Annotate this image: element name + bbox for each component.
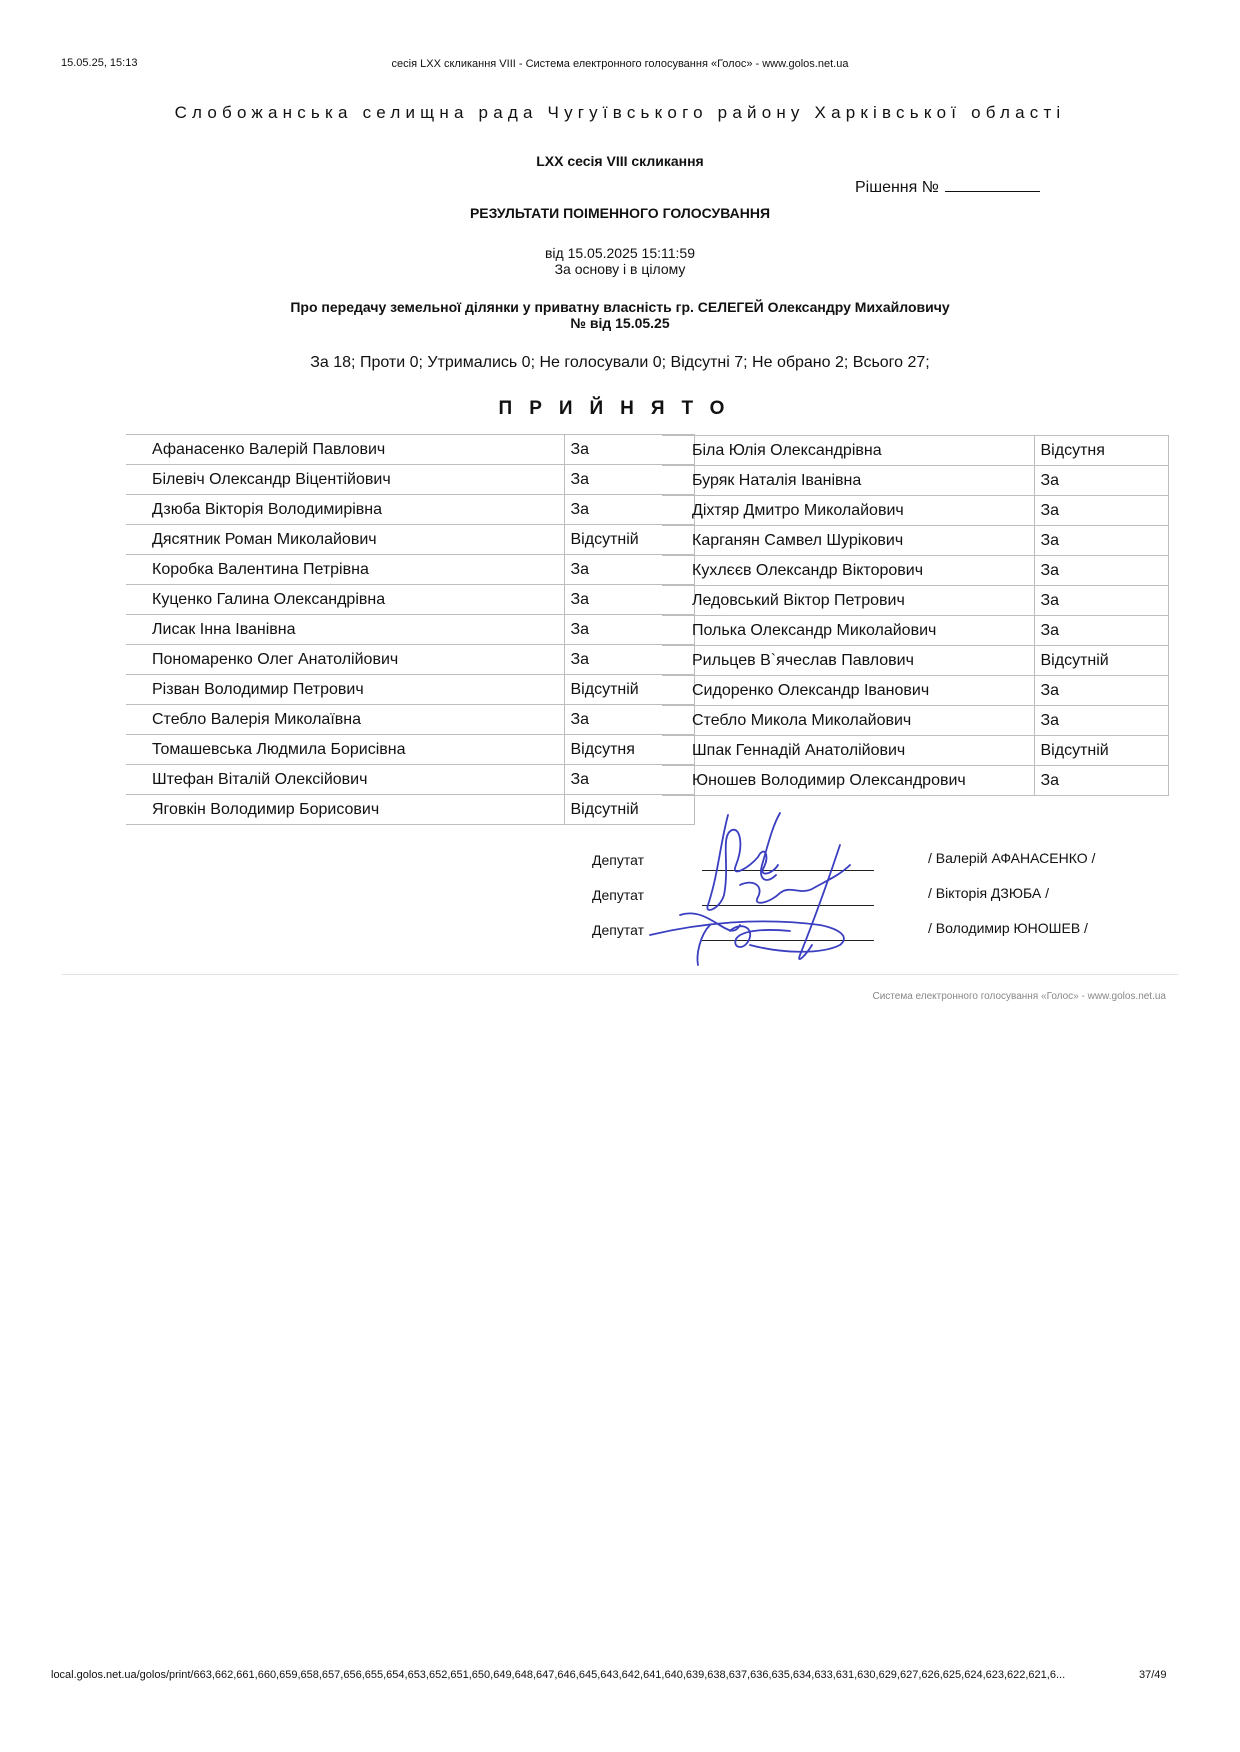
decision-number [855, 177, 1040, 197]
signatory-role: Депутат [592, 922, 644, 938]
vote-row [126, 465, 694, 495]
vote-row [126, 615, 694, 645]
deputy-name: Штефан Віталій Олексійович [126, 765, 564, 795]
deputy-name: Шпак Геннадій Анатолійович [662, 736, 1034, 766]
deputy-name: Юношев Володимир Олександрович [662, 766, 1034, 796]
vote-value: За [1034, 586, 1168, 616]
vote-value: За [564, 555, 694, 585]
print-url: local.golos.net.ua/golos/print/663,662,661,660,659,658,657,656,655,654,653,652,651,650,649,648,647,646,645,643,642,641,640,639,638,637,636,635,634,633,631,630,629,627,626,625,624,623,622,621,6... [51, 1669, 1066, 1681]
vote-row [126, 735, 694, 765]
results-title: РЕЗУЛЬТАТИ ПОІМЕННОГО ГОЛОСУВАННЯ [469, 205, 771, 221]
vote-value: За [564, 585, 694, 615]
vote-row [662, 736, 1168, 766]
deputy-name: Афанасенко Валерій Павлович [126, 435, 564, 465]
vote-row [126, 495, 694, 525]
vote-value: Відсутній [1034, 736, 1168, 766]
signatory-name: / Вікторія ДЗЮБА / [928, 885, 1049, 901]
vote-row [662, 766, 1168, 796]
decision-label: Рішення № [855, 179, 939, 196]
vote-value: Відсутній [564, 795, 694, 825]
vote-value: За [564, 645, 694, 675]
vote-value: За [1034, 556, 1168, 586]
signatory-role: Депутат [592, 852, 644, 868]
page-number: 37/49 [1139, 1669, 1167, 1681]
deputy-name: Ледовський Віктор Петрович [662, 586, 1034, 616]
vote-value: Відсутній [564, 525, 694, 555]
vote-row [126, 525, 694, 555]
vote-row [126, 675, 694, 705]
vote-row [126, 645, 694, 675]
deputy-name: Томашевська Людмила Борисівна [126, 735, 564, 765]
vote-value: За [1034, 676, 1168, 706]
vote-value: За [1034, 496, 1168, 526]
deputy-name: Біла Юлія Олександрівна [662, 436, 1034, 466]
deputy-name: Пономаренко Олег Анатолійович [126, 645, 564, 675]
signatory-role: Депутат [592, 887, 644, 903]
vote-row [662, 706, 1168, 736]
council-name: Слобожанська селищна рада Чугуївського району Харківської області [174, 103, 1066, 122]
vote-value: За [564, 495, 694, 525]
vote-value: За [564, 465, 694, 495]
vote-row [126, 705, 694, 735]
handwritten-signatures [640, 805, 930, 985]
deputy-name: Яговкін Володимир Борисович [126, 795, 564, 825]
session-title: LXX сесія VIII скликання [536, 153, 704, 169]
vote-value: За [1034, 706, 1168, 736]
vote-row [662, 556, 1168, 586]
vote-value: Відсутній [1034, 646, 1168, 676]
deputy-name: Кухлєєв Олександр Вікторович [662, 556, 1034, 586]
deputy-name: Стебло Валерія Миколаївна [126, 705, 564, 735]
vote-value: За [1034, 616, 1168, 646]
vote-row [126, 585, 694, 615]
vote-value: За [564, 705, 694, 735]
vote-tally: За 18; Проти 0; Утримались 0; Не голосували 0; Відсутні 7; Не обрано 2; Всього 27; [310, 354, 930, 371]
vote-value: Відсутній [564, 675, 694, 705]
vote-row [126, 555, 694, 585]
vote-value: За [564, 615, 694, 645]
topic [0, 299, 1240, 331]
vote-datetime: від 15.05.2025 15:11:59 [544, 245, 696, 261]
deputy-name: Діхтяр Дмитро Миколайович [662, 496, 1034, 526]
vote-value: Відсутня [1034, 436, 1168, 466]
vote-row [662, 466, 1168, 496]
topic-number: № від 15.05.25 [570, 315, 670, 331]
left-votes-table [126, 434, 695, 825]
vote-value: За [564, 765, 694, 795]
signatory-name: / Володимир ЮНОШЕВ / [928, 920, 1088, 936]
deputy-name: Сидоренко Олександр Іванович [662, 676, 1034, 706]
deputy-name: Карганян Самвел Шурікович [662, 526, 1034, 556]
deputy-name: Різван Володимир Петрович [126, 675, 564, 705]
vote-row [126, 795, 694, 825]
decision-blank-line [945, 177, 1040, 192]
vote-row [126, 765, 694, 795]
footer-divider [62, 974, 1178, 975]
deputy-name: Куценко Галина Олександрівна [126, 585, 564, 615]
deputy-name: Коробка Валентина Петрівна [126, 555, 564, 585]
deputy-name: Білевіч Олександр Віцентійович [126, 465, 564, 495]
signatory-name: / Валерій АФАНАСЕНКО / [928, 850, 1096, 866]
vote-value: Відсутня [564, 735, 694, 765]
print-datetime: 15.05.25, 15:13 [61, 57, 138, 69]
deputy-name: Дясятник Роман Миколайович [126, 525, 564, 555]
topic-title: Про передачу земельної ділянки у приватну власність гр. СЕЛЕГЕЙ Олександру Михайловичу [290, 299, 950, 315]
deputy-name: Дзюба Вікторія Володимирівна [126, 495, 564, 525]
vote-row [662, 436, 1168, 466]
vote-row [662, 586, 1168, 616]
vote-row [126, 435, 694, 465]
vote-row [662, 616, 1168, 646]
vote-value: За [1034, 766, 1168, 796]
vote-row [662, 496, 1168, 526]
system-note: Система електронного голосування «Голос» - www.golos.net.ua [872, 991, 1166, 1002]
right-votes-table [662, 435, 1169, 796]
verdict: ПРИЙНЯТО [498, 398, 742, 419]
deputy-name: Лисак Інна Іванівна [126, 615, 564, 645]
vote-row [662, 526, 1168, 556]
deputy-name: Стебло Микола Миколайович [662, 706, 1034, 736]
deputy-name: Рильцев В`ячеслав Павлович [662, 646, 1034, 676]
deputy-name: Полька Олександр Миколайович [662, 616, 1034, 646]
vote-value: За [1034, 526, 1168, 556]
vote-value: За [1034, 466, 1168, 496]
vote-row [662, 646, 1168, 676]
deputy-name: Буряк Наталія Іванівна [662, 466, 1034, 496]
vote-value: За [564, 435, 694, 465]
vote-info [0, 245, 1240, 277]
print-header-title: сесія LXX скликання VIII - Система електронного голосування «Голос» - www.golos.net.ua [391, 58, 849, 70]
vote-basis: За основу і в цілому [554, 261, 686, 277]
vote-row [662, 676, 1168, 706]
